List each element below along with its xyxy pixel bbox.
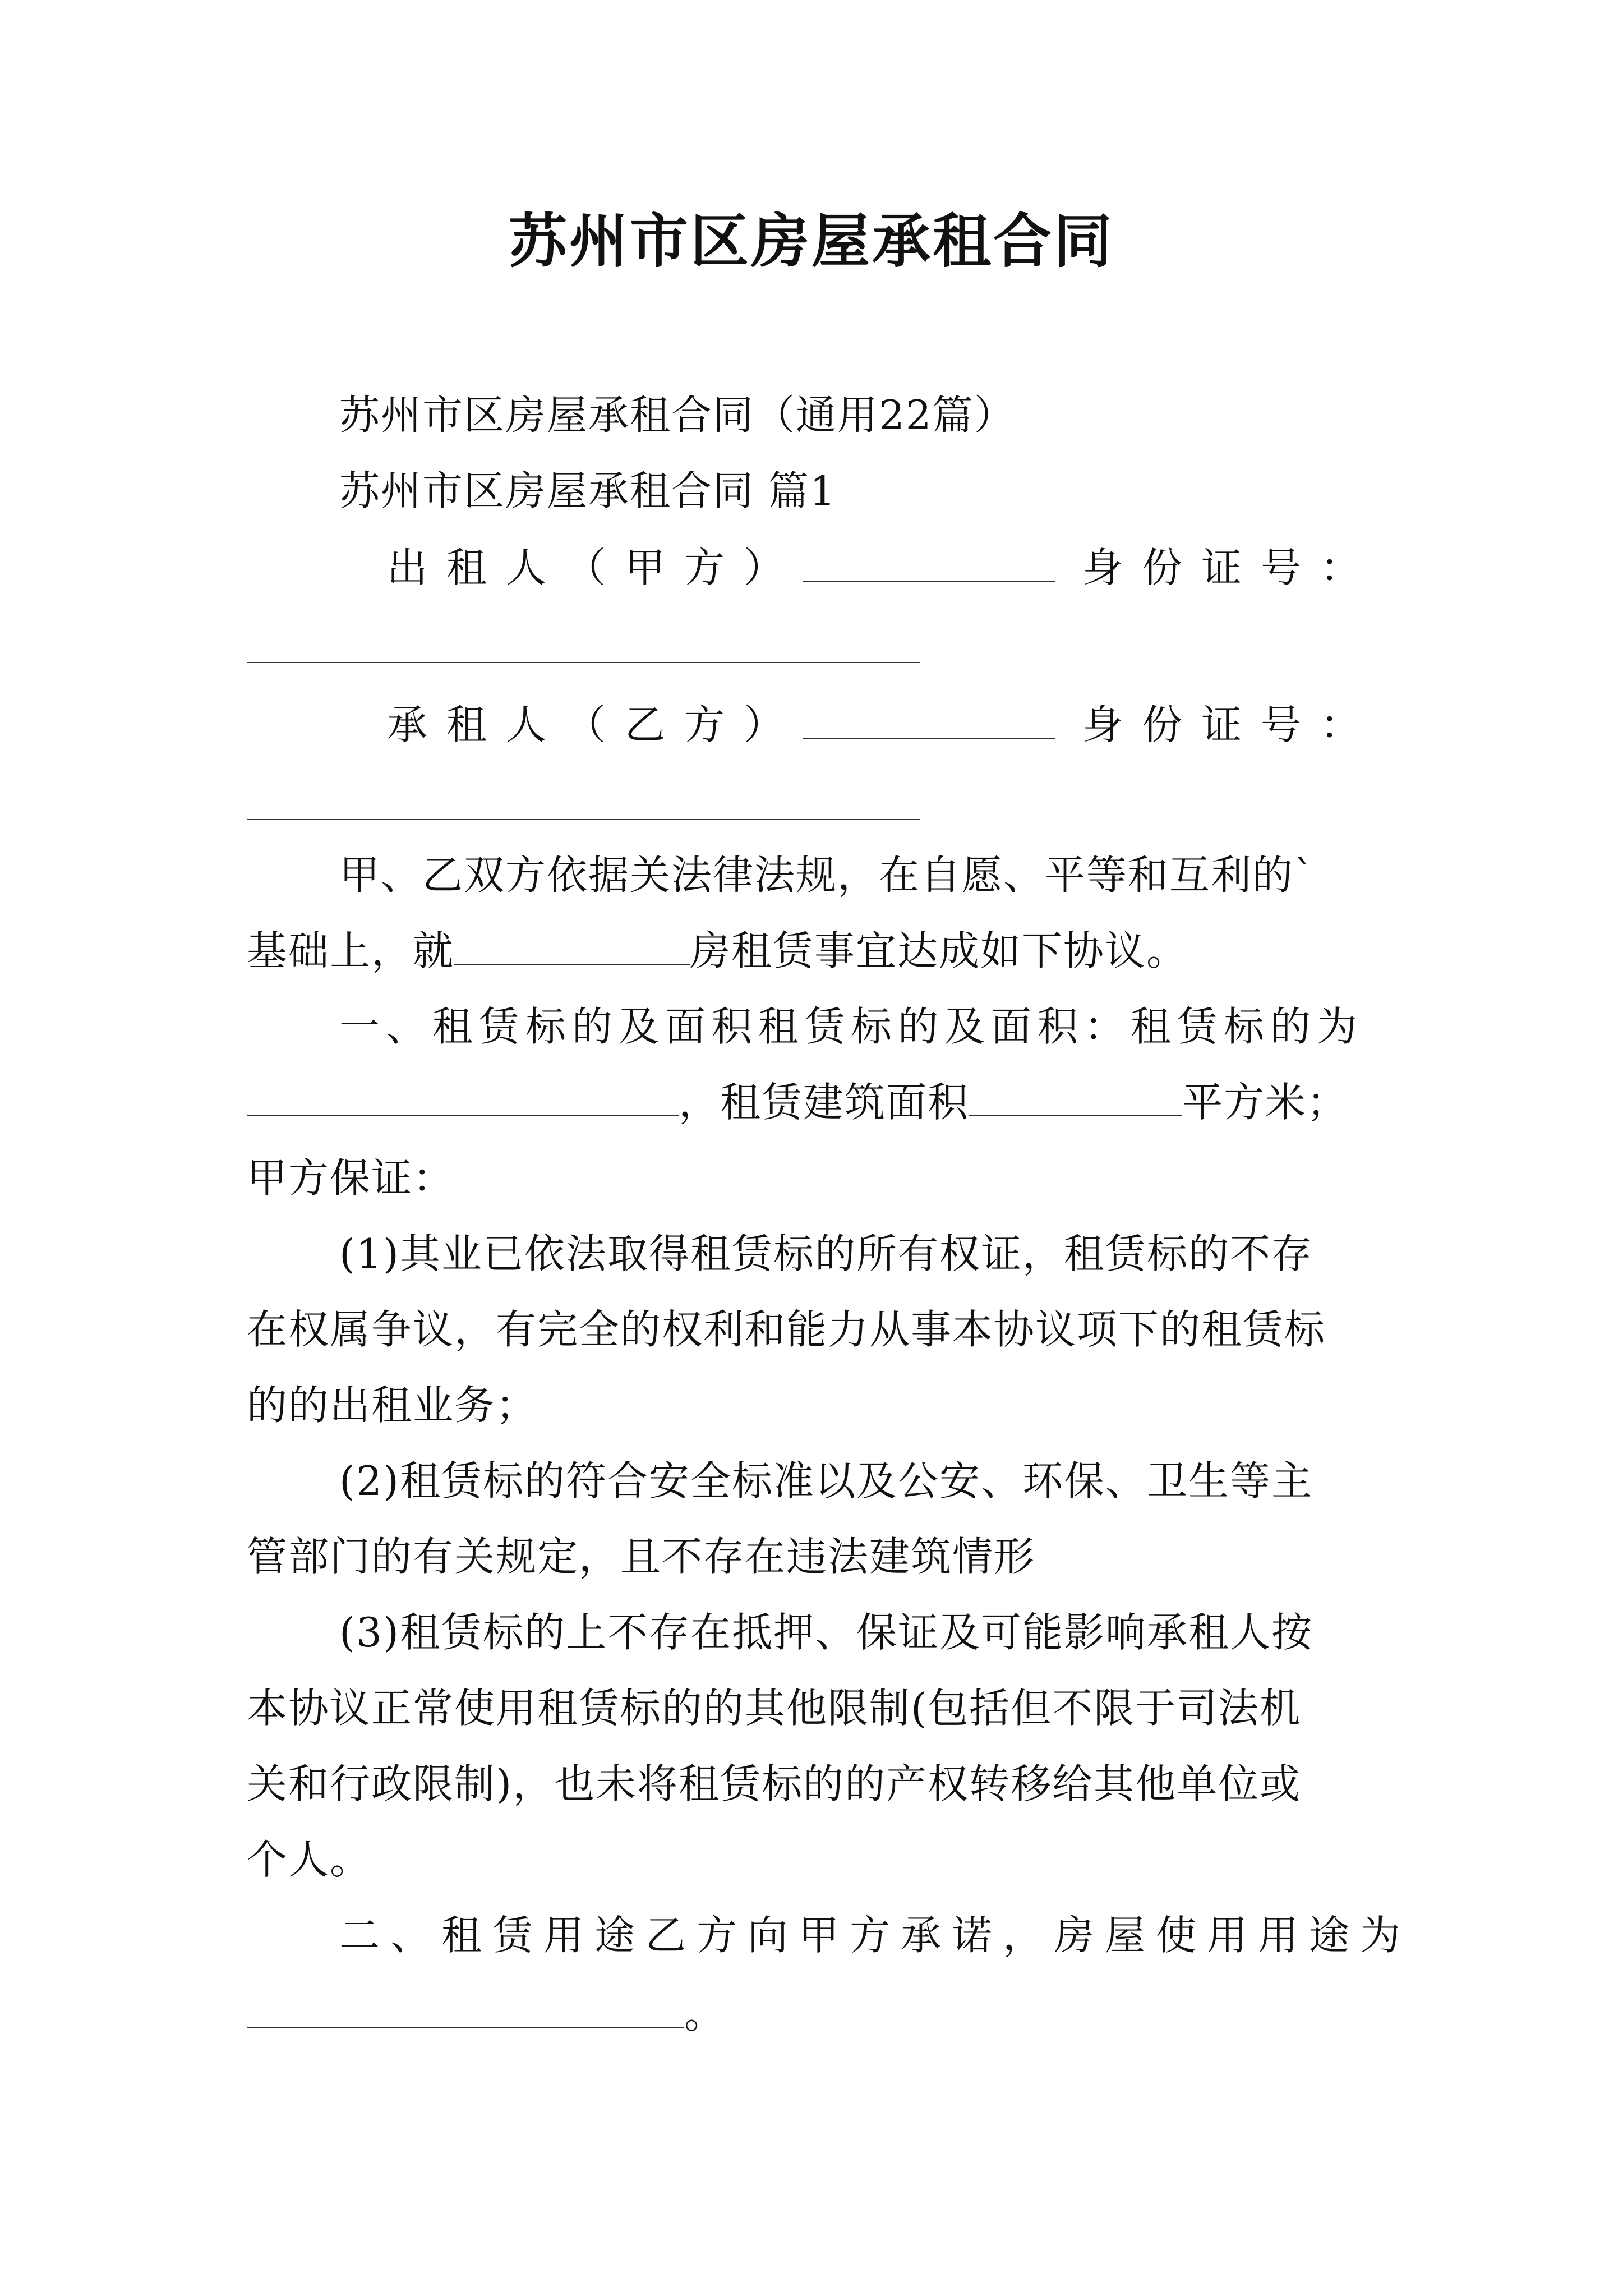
intro-line-1: 甲、乙双方依据关法律法规，在自愿、平等和互利的` [339,852,1316,899]
lessee-id-blank [247,819,920,820]
lessor-label: 出租人（甲方） [387,544,804,591]
lessor-row [387,540,1380,596]
area-blank [969,1075,1182,1116]
lessor-id-blank [247,662,920,663]
intro-line-2 [247,923,1380,979]
lessor-id-label: 身份证号： [1082,544,1380,591]
section-2-line-2-end: 。 [684,1990,726,2037]
lessee-label-group [387,697,1055,753]
usage-blank [247,1986,684,2028]
section-1-line-2a: ，租赁建筑面积 [679,1079,970,1126]
section-1-line-1: 一、租赁标的及面积租赁标的及面积：租赁标的为 [339,1003,1364,1050]
item-1-line-3: 的的出租业务； [247,1382,538,1429]
lessee-id-label: 身份证号： [1082,701,1380,748]
item-1-line-2: 在权属争议，有完全的权利和能力从事本协议项下的租赁标 [247,1306,1326,1353]
item-2-line-2: 管部门的有关规定，且不存在违法建筑情形 [247,1533,1036,1580]
part-heading: 苏州市区房屋承租合同 篇1 [339,467,837,514]
lease-object-blank [247,1075,679,1116]
item-3-line-4: 个人。 [247,1836,372,1883]
document-title: 苏州市区房屋承租合同 [508,206,1114,275]
item-3-line-2: 本协议正常使用租赁标的的其他限制(包括但不限于司法机 [247,1685,1302,1732]
item-3-line-1: (3)租赁标的上不存在抵押、保证及可能影响承租人按 [339,1609,1313,1656]
intro-line-2a: 基础上，就 [247,927,455,974]
item-3-line-3: 关和行政限制)，也未将租赁标的的产权转移给其他单位或 [247,1760,1302,1807]
lessor-label-group [387,540,1055,596]
lessee-name-blank [803,697,1055,739]
property-blank [454,923,690,965]
section-2-line-2 [247,1986,1380,2042]
section-1-line-3: 甲方保证： [247,1154,455,1202]
section-1-line-2 [247,1074,1380,1130]
document-subtitle: 苏州市区房屋承租合同（通用22篇） [339,392,1016,439]
lessor-name-blank [803,540,1055,582]
item-1-line-1: (1)其业已依法取得租赁标的所有权证，租赁标的不存 [339,1230,1313,1277]
section-2-line-1: 二、租赁用途乙方向甲方承诺，房屋使用用途为 [339,1912,1412,1959]
section-1-line-2b: 平方米； [1182,1079,1349,1126]
lessee-label: 承租人（乙方） [387,701,804,748]
intro-line-2b: 房租赁事宜达成如下协议。 [690,927,1188,974]
item-2-line-1: (2)租赁标的符合安全标准以及公安、环保、卫生等主 [339,1457,1313,1504]
lessee-row [387,697,1380,753]
